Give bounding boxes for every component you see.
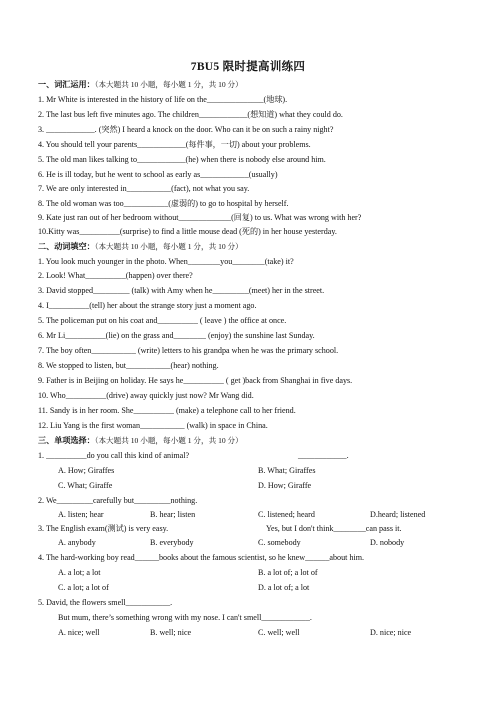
vocab-item: 9. Kate just ran out of her bedroom without_____________(回复) to us. What was wrong with her? [38,213,362,222]
section-3-title: 三、单项选择： [38,436,95,445]
option-a: A. How; Giraffes [58,466,115,475]
vocab-item: 7. We are only interested in___________(fact), not what you say. [38,184,250,193]
option-a: A. a lot; a lot [58,568,101,577]
option-d: D. a lot of; a lot [258,583,310,592]
option-b: B. What; Giraffes [258,466,316,475]
page-title: 7BU5 限时提高训练四 [190,61,306,73]
option-c: C. somebody [258,538,301,547]
question-stem: 2. We_________carefully but_________nothing. [38,496,198,505]
option-d: D. How; Giraffe [258,481,312,490]
verb-item: 10. Who__________(drive) away quickly just now? Mr Wang did. [38,391,254,400]
question-reply: Yes, but I don't think________can pass it. [266,524,402,533]
verb-item: 7. The boy often___________ (write) letters to his grandpa when he was the primary school. [38,346,339,355]
verb-item: 11. Sandy is in her room. She__________ (make) a telephone call to her friend. [38,406,296,415]
question-reply: But mum, there’s something wrong with my nose. I can't smell____________. [58,613,312,622]
option-a: A. nice; well [58,628,100,637]
option-d: D.heard; listened [370,510,426,519]
verb-item: 1. You look much younger in the photo. When________you________(take) it? [38,257,294,266]
verb-item: 9. Father is in Beijing on holiday. He says he__________ ( get )back from Shanghai in five days. [38,376,353,385]
answer-blank: ____________. [298,451,349,460]
option-c: C. a lot; a lot of [58,583,109,592]
option-b: B. well; nice [150,628,192,637]
question-stem: 4. The hard-working boy read______books about the famous scientist, so he knew______about him. [38,553,365,562]
section-2-heading [38,242,243,252]
question-stem: 1. __________do you call this kind of animal? [38,451,190,460]
option-b: B. a lot of; a lot of [258,568,318,577]
verb-item: 4. I__________(tell) her about the strange story just a moment ago. [38,301,257,310]
section-3-note: （本大题共 10 小题，每小题 1 分，共 10 分） [94,436,243,445]
vocab-item: 5. The old man likes talking to____________(he) when there is nobody else around him. [38,155,326,164]
vocab-item: 8. The old woman was too___________(虚弱的) to go to hospital by herself. [38,199,289,208]
section-2-note: （本大题共 10 小题，每小题 1 分，共 10 分） [94,242,243,251]
option-a: A. anybody [58,538,96,547]
verb-item: 2. Look! What__________(happen) over there? [38,271,193,280]
question-stem: 3. The English exam(测试) is very easy. [38,524,169,533]
vocab-item: 1. Mr White is interested in the history of life on the______________(地球). [38,95,288,104]
option-d: D. nobody [370,538,405,547]
option-b: B. everybody [150,538,194,547]
verb-item: 3. David stopped_________ (talk) with Amy when he_________(meet) her in the street. [38,286,325,295]
verb-item: 8. We stopped to listen, but___________(hear) nothing. [38,361,219,370]
section-1-heading [38,80,243,90]
vocab-item: 6. He is ill today, but he went to school as early as____________(usually) [38,170,278,179]
option-b: B. hear; listen [150,510,196,519]
option-d: D. nice; nice [370,628,412,637]
vocab-item: 2. The last bus left five minutes ago. The children____________(想知道) what they could do. [38,110,343,119]
option-c: C. listened; heard [258,510,315,519]
verb-item: 5. The policeman put on his coat and__________ ( leave ) the office at once. [38,316,287,325]
vocab-item: 3. ____________. (突然) I heard a knock on the door. Who can it be on such a rainy night? [38,125,334,134]
question-stem: 5. David, the flowers smell___________. [38,598,173,607]
vocab-item: 10.Kitty was__________(surprise) to find a little mouse dead (死的) in her house yesterday. [38,227,337,236]
verb-item: 6. Mr Li__________(lie) on the grass and________ (enjoy) the sunshine last Sunday. [38,331,315,340]
vocab-item: 4. You should tell your parents____________(每件事，一切) about your problems. [38,140,311,149]
verb-item: 12. Liu Yang is the first woman___________ (walk) in space in China. [38,421,268,430]
option-c: C. What; Giraffe [58,481,113,490]
section-1-note: （本大题共 10 小题，每小题 1 分，共 10 分） [94,80,243,89]
section-2-title: 二、动词填空： [38,242,95,251]
section-3-heading [38,436,243,446]
option-c: C. well; well [258,628,300,637]
section-1-title: 一、词汇运用： [38,80,95,89]
option-a: A. listen; hear [58,510,104,519]
